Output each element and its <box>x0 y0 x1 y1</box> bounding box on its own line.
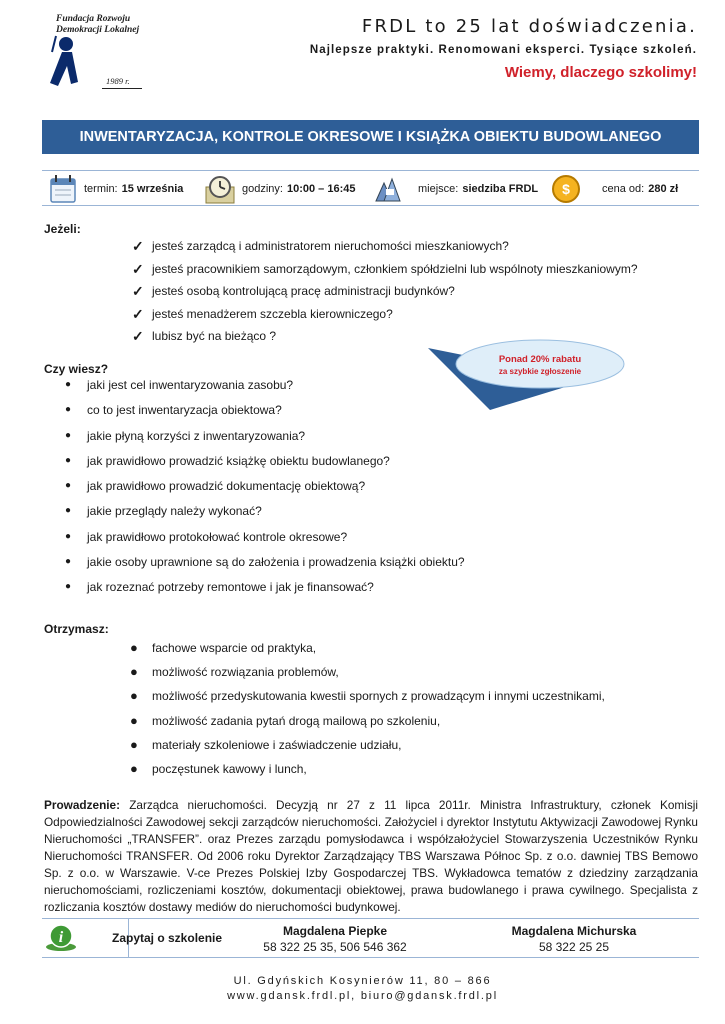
list-item <box>65 527 465 552</box>
check-icon: ✓ <box>132 328 144 344</box>
contact-person-1 <box>240 923 430 955</box>
bullet-icon: ● <box>65 429 72 441</box>
bullet-icon: ● <box>65 505 72 517</box>
logo-year: 1989 r. <box>106 76 130 86</box>
bullet-icon: ● <box>130 640 138 655</box>
bullet-icon: ● <box>65 379 72 390</box>
list-item <box>65 476 465 501</box>
get-heading: Otrzymasz: <box>44 622 109 636</box>
coin-icon <box>550 173 582 205</box>
get-item-text: możliwość rozwiązania problemów, <box>152 665 339 680</box>
know-item-text: jak prawidłowo prowadzić książkę obiektu budowlanego? <box>87 453 390 468</box>
trainer-description <box>44 797 698 916</box>
hours-label: godziny: <box>242 183 283 195</box>
footer-address: Ul. Gdyńskich Kosynierów 11, 80 – 866 <box>233 975 492 987</box>
hours-value: 10:00 – 16:45 <box>286 183 356 195</box>
logo-line-1: Fundacja Rozwoju <box>56 14 131 24</box>
get-item-text: fachowe wsparcie od praktyka, <box>152 641 317 655</box>
location-icon <box>372 173 404 205</box>
bullet-icon: ● <box>130 760 138 776</box>
list-item <box>65 552 465 577</box>
list-item <box>130 662 605 686</box>
know-item-text: co to jest inwentaryzacja obiektowa? <box>87 403 282 418</box>
check-icon: ✓ <box>132 238 144 254</box>
logo-line-2: Demokracji Lokalnej <box>56 25 140 35</box>
footer-web[interactable]: www.gdansk.frdl.pl, biuro@gdansk.frdl.pl <box>227 990 498 1002</box>
price-value: 280 zł <box>648 183 679 195</box>
course-hours <box>242 171 355 207</box>
know-heading: Czy wiesz? <box>44 362 109 376</box>
course-price <box>602 171 678 207</box>
date-label: termin: <box>84 183 118 195</box>
trainer-text: Zarządca nieruchomości. Decyzją nr 27 z 11 lipca 2011r. Ministra Infrastruktury, członek Komisji Odpowiedzialności Zawodowej sekcji zarządców nieruchomości. Założyciel i dyrektor Instytutu Aktywizacji Zawodowej Rynku Nieruchomości „TRANSFER”. oraz Prezes zarządu pomysłodawca i współzałożyciel Stowarzyszenia Uczestników Rynku Nieruchomości TRANSFER. Od 2006 roku Dyrektor Zarządzający TBS Warszawa Północ Sp. z o.o. dawniej TBS Bemowo Sp. z o.o. w Warszawie. V-ce Prezes Polskiej Izby Gospodarczej TBS. Wykładowca tematów z dziedziny zarządzania nieruchomościami, rozliczeniami kosztów, dokumentacji obiektowej, prawa budowlanego i prawa cywilnego. Specjalista z rozliczania kosztów dostawy mediów do nieruchomości budynkowej. <box>44 798 698 914</box>
know-list <box>65 375 465 603</box>
if-item-text: jesteś pracownikiem samorządowym, członkiem spółdzielni lub wspólnoty mieszkaniowym? <box>152 261 638 276</box>
bullet-icon: ● <box>65 454 72 466</box>
walking-figure-icon <box>44 34 84 94</box>
contact-name: Magdalena Piepke <box>282 924 388 938</box>
bullet-icon: ● <box>130 712 138 728</box>
svg-text:$: $ <box>562 181 570 197</box>
date-value: 15 września <box>121 183 184 195</box>
list-item <box>130 759 605 783</box>
list-item <box>132 260 638 283</box>
bullet-icon: ● <box>130 688 138 704</box>
calendar-icon <box>48 173 78 205</box>
know-item-text: jakie płyną korzyści z inwentaryzowania? <box>87 428 306 443</box>
contact-row <box>42 918 699 958</box>
list-item <box>130 735 605 759</box>
list-item <box>130 638 605 662</box>
course-date <box>84 171 183 207</box>
get-item-text: materiały szkoleniowe i zaświadczenie udziału, <box>152 737 402 752</box>
list-item <box>65 400 465 425</box>
logo-underline <box>102 88 142 89</box>
list-item <box>132 282 638 305</box>
course-title: INWENTARYZACJA, KONTROLE OKRESOWE I KSIĄŻKA OBIEKTU BUDOWLANEGO <box>42 120 699 154</box>
if-item-text: jesteś zarządcą i administratorem nieruchomości mieszkaniowych? <box>152 239 509 253</box>
header-title: FRDL to 25 lat doświadczenia. <box>361 16 697 37</box>
course-place <box>418 171 538 207</box>
list-item <box>132 305 638 328</box>
list-item <box>65 451 465 476</box>
know-item-text: jak rozeznać potrzeby remontowe i jak je finansować? <box>87 580 374 595</box>
footer <box>0 974 725 1004</box>
if-heading: Jeżeli: <box>44 222 81 236</box>
get-list <box>130 638 605 783</box>
list-item <box>65 501 465 526</box>
if-item-text: lubisz być na bieżąco ? <box>152 329 277 343</box>
bullet-icon: ● <box>65 404 72 416</box>
discount-main: Ponad 20% rabatu <box>498 354 582 365</box>
know-item-text: jakie przeglądy należy wykonać? <box>87 504 262 519</box>
discount-small: za szybkie zgłoszenie <box>498 367 582 376</box>
know-item-text: jak prawidłowo protokołować kontrole okresowe? <box>87 529 348 544</box>
bullet-icon: ● <box>65 581 72 593</box>
bullet-icon: ● <box>65 556 72 568</box>
if-item-text: jesteś osobą kontrolującą pracę administracji budynków? <box>152 284 455 298</box>
bullet-icon: ● <box>130 736 138 752</box>
price-label: cena od: <box>602 183 645 195</box>
contact-name: Magdalena Michurska <box>511 924 637 938</box>
info-icon <box>44 923 78 953</box>
contact-person-2 <box>479 923 669 955</box>
frdl-logo <box>44 12 144 92</box>
header-subtitle: Najlepsze praktyki. Renomowani eksperci. Tysiące szkoleń. <box>309 44 697 56</box>
clock-icon <box>204 173 236 205</box>
know-item-text: jak prawidłowo prowadzić dokumentację obiektową? <box>87 479 366 494</box>
place-value: siedziba FRDL <box>462 183 539 195</box>
svg-text:i: i <box>58 929 64 946</box>
get-item-text: możliwość zadania pytań drogą mailową po szkoleniu, <box>152 713 441 728</box>
get-item-text: poczęstunek kawowy i lunch, <box>152 761 307 776</box>
contact-label: Zapytaj o szkolenie <box>112 931 223 945</box>
bullet-icon: ● <box>130 664 138 680</box>
if-item-text: jesteś menadżerem szczebla kierowniczego? <box>152 306 393 321</box>
check-icon: ✓ <box>132 305 144 322</box>
header-slogan: Wiemy, dlaczego szkolimy! <box>504 64 697 81</box>
list-item <box>65 375 465 400</box>
place-label: miejsce: <box>418 183 459 195</box>
list-item <box>130 686 605 710</box>
list-item <box>65 577 465 602</box>
discount-text <box>460 354 620 377</box>
trainer-label: Prowadzenie: <box>44 798 121 812</box>
list-item <box>65 426 465 451</box>
know-item-text: jaki jest cel inwentaryzowania zasobu? <box>87 378 294 392</box>
logo-text <box>56 14 139 36</box>
bullet-icon: ● <box>65 530 72 542</box>
course-info-row <box>42 170 699 206</box>
contact-phone[interactable]: 58 322 25 35, 506 546 362 <box>263 940 407 954</box>
check-icon: ✓ <box>132 260 144 277</box>
get-item-text: możliwość przedyskutowania kwestii spornych z prowadzącym i innymi uczestnikami, <box>152 689 605 704</box>
check-icon: ✓ <box>132 283 144 299</box>
contact-phone[interactable]: 58 322 25 25 <box>538 940 610 954</box>
list-item <box>132 237 638 260</box>
know-item-text: jakie osoby uprawnione są do założenia i prowadzenia książki obiektu? <box>87 555 465 570</box>
list-item <box>130 711 605 735</box>
bullet-icon: ● <box>65 480 72 492</box>
